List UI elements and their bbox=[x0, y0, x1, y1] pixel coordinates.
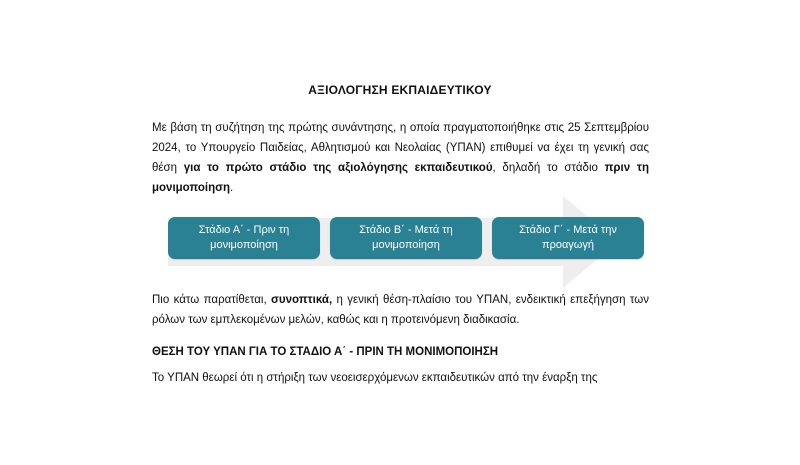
intro-bold-2: πριν τη μονιμοποίηση bbox=[152, 162, 649, 194]
summary-bold-1: συνοπτικά, bbox=[271, 294, 333, 306]
intro-text-1: Με βάση τη συζήτηση της πρώτης συνάντησης, η οποία πραγματοποιήθηκε στις 25 Σεπτεμβρίου 2024, το Υπουργείο Παιδείας, Αθλητισμού και Νεολαίας (ΥΠΑΝ) επιθυμεί να έχει τη γενική σας θέση bbox=[152, 122, 649, 174]
summary-text-2: η γενική θέση-πλαίσιο του ΥΠΑΝ, ενδεικτική επεξήγηση των ρόλων των εμπλεκομένων μελών, καθώς και η προτεινόμενη διαδικασία. bbox=[152, 294, 650, 326]
intro-text-3: . bbox=[230, 182, 234, 194]
section-heading: ΘΕΣΗ ΤΟΥ ΥΠΑΝ ΓΙΑ ΤΟ ΣΤΑΔΙΟ Α΄ - ΠΡΙΝ ΤΗ ΜΟΝΙΜΟΠΟΙΗΣΗ bbox=[152, 346, 499, 358]
stage-a-box bbox=[168, 217, 320, 259]
stage-c-box bbox=[492, 217, 644, 259]
section-paragraph: Το ΥΠΑΝ θεωρεί ότι η στήριξη των νεοεισερχόμενων εκπαιδευτικών από την έναρξη της bbox=[152, 372, 598, 384]
stage-b-box bbox=[330, 217, 482, 259]
intro-bold-1: για το πρώτο στάδιο της αξιολόγησης εκπαιδευτικού bbox=[183, 162, 493, 174]
stage-b-label: Στάδιο Β΄ - Μετά τη μονιμοποίηση bbox=[359, 224, 453, 251]
document-title: ΑΞΙΟΛΟΓΗΣΗ ΕΚΠΑΙΔΕΥΤΙΚΟΥ bbox=[308, 83, 492, 97]
stage-c-label: Στάδιο Γ΄ - Μετά την προαγωγή bbox=[519, 224, 617, 251]
stage-a-label: Στάδιο Α΄ - Πριν τη μονιμοποίηση bbox=[198, 224, 290, 251]
summary-text-1: Πιο κάτω παρατίθεται, bbox=[152, 294, 272, 306]
summary-paragraph bbox=[152, 290, 649, 330]
intro-paragraph bbox=[152, 118, 649, 198]
intro-text-2: , δηλαδή το στάδιο bbox=[492, 162, 605, 174]
